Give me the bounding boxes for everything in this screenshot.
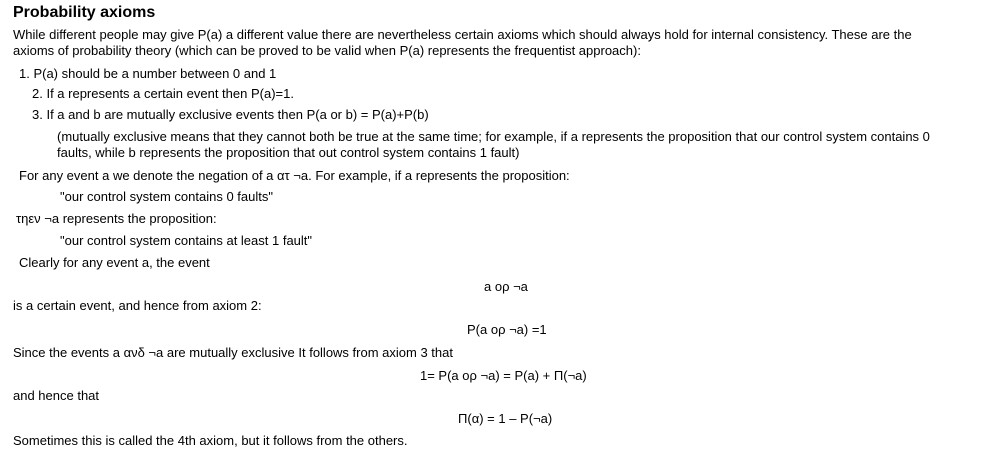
certain-event-line: is a certain event, and hence from axiom 2:: [13, 298, 262, 313]
axiom-1: 1. P(a) should be a number between 0 and 1: [19, 66, 277, 81]
hence-line: and hence that: [13, 388, 100, 403]
quote-at-least-one-fault: "our control system contains at least 1 fault": [60, 233, 313, 248]
note-line-2: faults, while b represents the proposition that out control system contains 1 fault): [57, 145, 520, 160]
then-negation-line: τηεν ¬a represents the proposition:: [16, 211, 217, 226]
mutually-exclusive-line: Since the events a ανδ ¬a are mutually exclusive It follows from axiom 3 that: [13, 345, 453, 360]
negation-definition: For any event a we denote the negation of a ατ ¬a. For example, if a represents the proposition:: [19, 168, 570, 183]
clearly-line: Clearly for any event a, the event: [19, 255, 210, 270]
section-title: Probability axioms: [13, 4, 156, 21]
equation-a-or-not-a: a ορ ¬a: [484, 279, 528, 294]
closing-line: Sometimes this is called the 4th axiom, but it follows from the others.: [13, 433, 408, 448]
intro-line-2: axioms of probability theory (which can be proved to be valid when P(a) represents the frequentist approach):: [13, 43, 641, 58]
axiom-3: 3. If a and b are mutually exclusive events then P(a or b) = P(a)+P(b): [32, 107, 429, 122]
intro-line-1: While different people may give P(a) a different value there are nevertheless certain axioms which should always hold for internal consistency. These are the: [13, 27, 912, 42]
equation-probability-one: P(a ορ ¬a) =1: [467, 322, 547, 337]
quote-zero-faults: "our control system contains 0 faults": [60, 189, 273, 204]
axiom-2: 2. If a represents a certain event then P(a)=1.: [32, 86, 294, 101]
equation-fourth-axiom: Π(α) = 1 – P(¬a): [458, 411, 553, 426]
equation-axiom-3-applied: 1= P(a ορ ¬a) = P(a) + Π(¬a): [420, 368, 587, 383]
note-line-1: (mutually exclusive means that they cannot both be true at the same time; for example, if a represents the proposition that our control system contains 0: [57, 129, 930, 144]
